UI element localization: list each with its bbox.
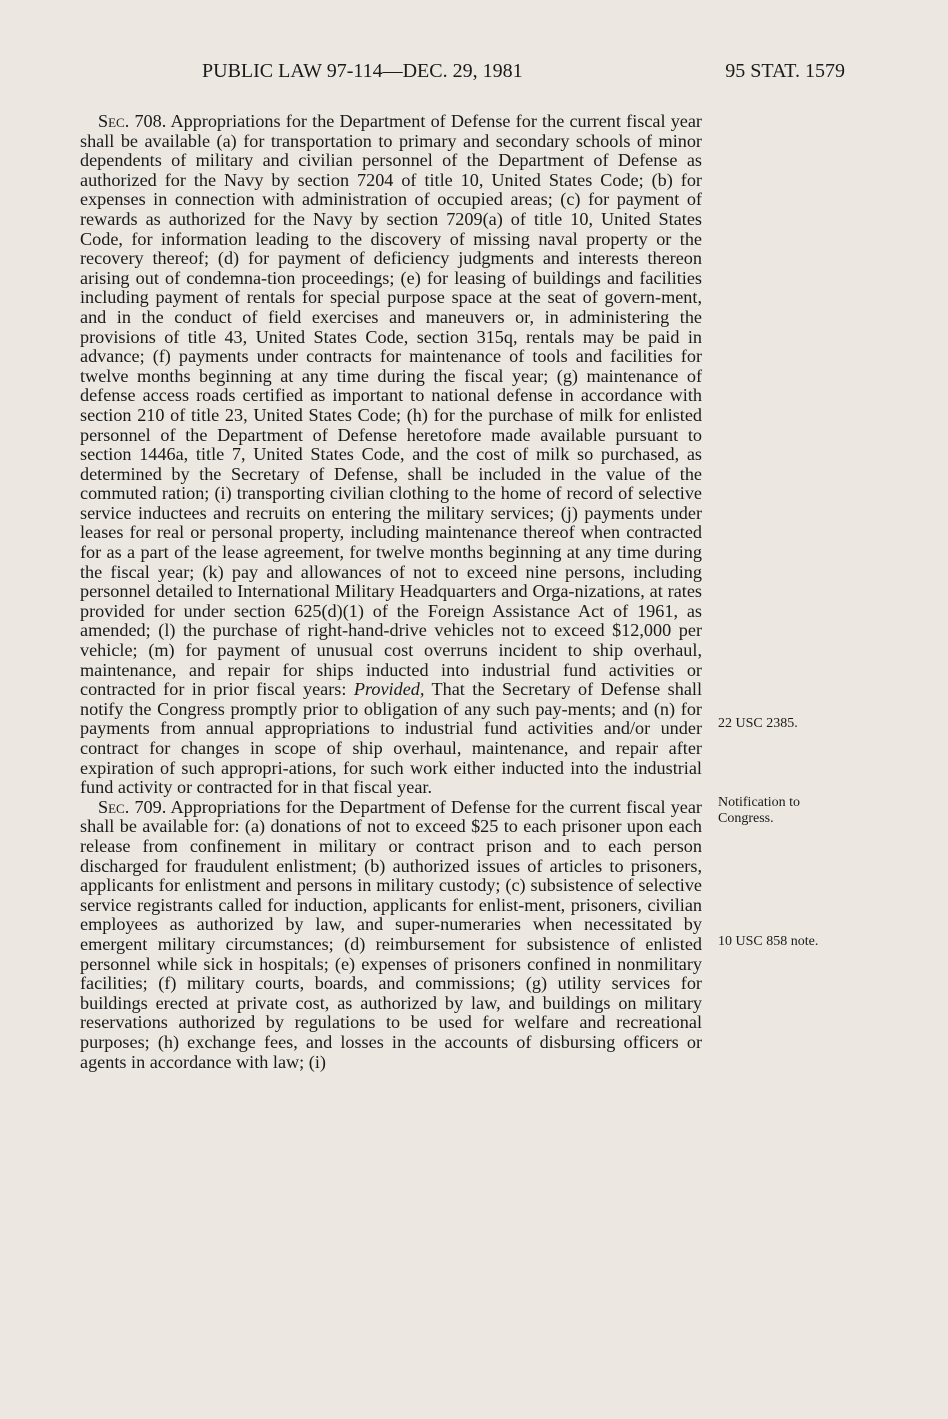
section-708-text-cont: That the Secretary of Defense shall notify the Congress promptly prior to obligation of any such pay-ments; and (n) for payments from annual appropriations to industrial fund activities and/or under contract for changes in scope of ship overhaul, maintenance, and repair after expiration of such appropri-ations, for such work either inducted into the industrial fund activity or contracted for in that fiscal year. (80, 679, 702, 798)
running-head: PUBLIC LAW 97-114—DEC. 29, 1981 (202, 60, 523, 82)
margin-note-10-usc-858: 10 USC 858 note. (718, 934, 819, 949)
section-708-text: 708. Appropriations for the Department of Defense for the current fiscal year shall be available (a) for transportation to primary and secondary schools of minor dependents of military and civilian personnel of the Department of Defense as authorized for the Navy by section 7204 of title 10, United States Code; (b) for expenses in connection with administration of occupied areas; (c) for payment of rewards as authorized for the Navy by section 7209(a) of title 10, United States Code, for information leading to the discovery of missing naval property or the recovery thereof; (d) for payment of deficiency judgments and interests thereon arising out of condemna-tion proceedings; (e) for leasing of buildings and facilities including payment of rentals for special purpose space at the seat of govern-ment, and in the conduct of field exercises and maneuvers or, in administering the provisions of title 43, United States Code, section 315q, rentals may be paid in advance; (f) payments under contracts for maintenance of tools and facilities for twelve months beginning at any time during the fiscal year; (g) maintenance of defense access roads certified as important to national defense in accordance with section 210 of title 23, United States Code; (h) for the purchase of milk for enlisted personnel of the Department of Defense heretofore made available pursuant to section 1446a, title 7, United States Code, and the cost of milk so purchased, as determined by the Secretary of Defense, shall be included in the value of the commuted ration; (i) transporting civilian clothing to the home of record of selective service inductees and recruits on entering the military services; (j) payments under leases for real or personal property, including maintenance thereof when contracted for as a part of the lease agreement, for twelve months beginning at any time during the fiscal year; (k) pay and allowances of not to exceed nine persons, including personnel detailed to International Military Headquarters and Orga-nizations, at rates provided for under section 625(d)(1) of the Foreign Assistance Act of 1961, as amended; (l) the purchase of right-hand-drive vehicles not to exceed $12,000 per vehicle; (m) for payment of unusual cost overruns incident to ship overhaul, maintenance, and repair for ships inducted into industrial fund activities or contracted for in prior fiscal years: (80, 111, 702, 700)
bleed-through-note (740, 130, 850, 170)
section-709 (80, 798, 702, 1072)
section-label: Sec. (98, 796, 130, 817)
section-709-text: 709. Appropriations for the Department of Defense for the current fiscal year shall be available for: (a) donations of not to exceed $25 to each prisoner upon each release from confinement in military or contract prison and to each person discharged for fraudulent enlistment; (b) authorized issues of articles to prisoners, applicants for enlistment and persons in military custody; (c) subsistence of selective service registrants called for induction, applicants for enlist-ment, prisoners, civilian employees as authorized by law, and super-numeraries when necessitated by emergent military circumstances; (d) reimbursement for subsistence of enlisted personnel while sick in hospitals; (e) expenses of prisoners confined in nonmilitary facilities; (f) military courts, boards, and commissions; (g) utility services for buildings erected at private cost, as authorized by law, and buildings on military reservations authorized by regulations to be used for welfare and recreational purposes; (h) exchange fees, and losses in the accounts of disbursing officers or agents in accordance with law; (i) (80, 796, 702, 1072)
section-label: Sec. (98, 111, 130, 131)
page-header (80, 60, 845, 88)
section-708 (80, 112, 702, 798)
margin-note-notification: Notification to Congress. (718, 795, 801, 826)
margin-note-22-usc-2385: 22 USC 2385. (718, 716, 798, 731)
body-text (80, 112, 702, 1072)
stat-page-number: 95 STAT. 1579 (725, 60, 845, 82)
provided-word: Provided, (353, 679, 425, 700)
